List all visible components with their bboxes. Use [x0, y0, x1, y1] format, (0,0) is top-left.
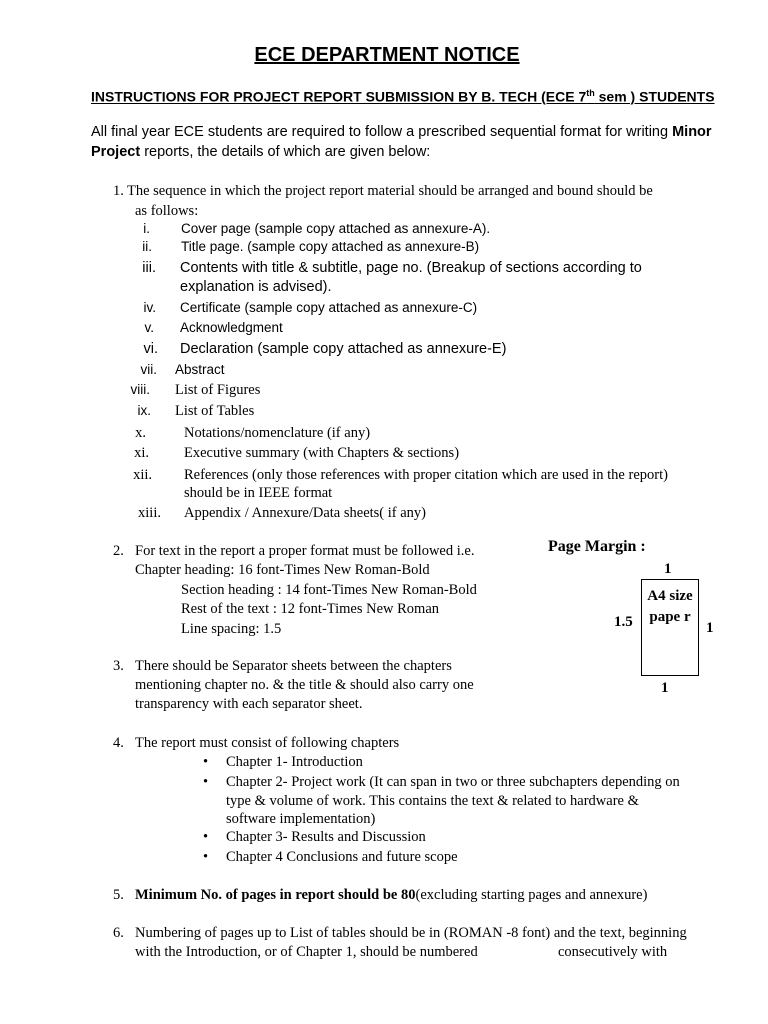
item-6-number: 6.: [113, 925, 124, 941]
sub-item-text: Acknowledgment: [180, 320, 283, 335]
sub-item-number: v.: [144, 320, 154, 335]
item-1-number: 1.: [113, 183, 124, 199]
sub-item-text-continued: explanation is advised).: [180, 279, 332, 295]
heading-main: INSTRUCTIONS FOR PROJECT REPORT SUBMISSION BY B. TECH (ECE 7: [91, 88, 587, 105]
intro-bold-project: Project: [91, 144, 141, 160]
chapter-item: Chapter 2- Project work (It can span in two or three subchapters depending on: [226, 774, 680, 790]
item-5-number: 5.: [113, 887, 124, 903]
item-5-text: [135, 887, 647, 904]
sub-item-number: xiii.: [138, 505, 161, 521]
sub-item-text: Executive summary (with Chapters & sections): [184, 445, 460, 461]
item-3-line-1: There should be Separator sheets between the chapters: [135, 658, 452, 674]
sub-item-number: iv.: [143, 300, 156, 315]
sub-item-text-continued: should be in IEEE format: [184, 485, 333, 501]
sub-item-text: Abstract: [175, 362, 225, 377]
item-2-line-2: Chapter heading: 16 font-Times New Roman-Bold: [135, 562, 430, 578]
item-3-number: 3.: [113, 658, 124, 674]
sub-item-number: vii.: [140, 362, 157, 377]
sub-item-number: viii.: [130, 382, 150, 397]
item-3-line-3: transparency with each separator sheet.: [135, 696, 363, 712]
sub-item-number: x.: [135, 425, 146, 441]
item-2-line-5: Line spacing: 1.5: [181, 621, 282, 637]
bullet-icon: •: [203, 829, 209, 845]
sub-item-text: List of Tables: [175, 403, 255, 419]
item-2-line-4: Rest of the text : 12 font-Times New Roman: [181, 601, 440, 617]
item-5-rest: (excluding starting pages and annexure): [415, 887, 648, 903]
page-title: ECE DEPARTMENT NOTICE: [254, 44, 520, 66]
heading-tail: sem ) STUDENTS: [594, 88, 715, 105]
sub-item-number: xii.: [133, 467, 152, 483]
margin-bottom-value: 1: [661, 680, 669, 696]
margin-top-value: 1: [664, 561, 672, 577]
bullet-icon: •: [203, 849, 209, 865]
sub-item-text: Declaration (sample copy attached as annexure-E): [180, 341, 507, 357]
heading-superscript: th: [586, 88, 595, 98]
margin-right-value: 1: [706, 620, 714, 636]
item-2-line-3: Section heading : 14 font-Times New Roman-Bold: [181, 582, 477, 598]
sub-item-text: References (only those references with proper citation which are used in the report): [184, 467, 668, 483]
a4-page-label: A4 size pape r: [647, 588, 693, 625]
item-2-line-1: For text in the report a proper format must be followed i.e.: [135, 543, 475, 559]
intro-text: All final year ECE students are required to follow a prescribed sequential format for writing: [91, 124, 673, 140]
item-3-line-2: mentioning chapter no. & the title & should also carry one: [135, 677, 474, 693]
chapter-item: Chapter 3- Results and Discussion: [226, 829, 426, 845]
intro-bold-minor: Minor: [672, 124, 712, 140]
sub-item-number: vi.: [143, 341, 158, 357]
item-6-line-2b: consecutively with: [558, 944, 668, 960]
item-1-line-1: The sequence in which the project report material should be arranged and bound should be: [127, 183, 653, 199]
sub-item-number: xi.: [134, 445, 149, 461]
sub-item-number: iii.: [142, 260, 156, 276]
sub-item-text: Certificate (sample copy attached as annexure-C): [180, 300, 478, 315]
sub-item-text: Notations/nomenclature (if any): [184, 425, 371, 441]
sub-item-number: i.: [143, 221, 150, 236]
item-4-number: 4.: [113, 735, 124, 751]
sub-item-text: List of Figures: [175, 382, 261, 398]
margin-left-value: 1.5: [614, 614, 633, 630]
item-6-line-2a: with the Introduction, or of Chapter 1, should be numbered: [135, 944, 478, 960]
item-1-line-2: as follows:: [135, 203, 199, 219]
instructions-heading: [91, 88, 715, 105]
sub-item-text: Cover page (sample copy attached as annexure-A).: [181, 221, 491, 236]
sub-item-text: Contents with title & subtitle, page no. (Breakup of sections according to: [180, 260, 642, 276]
chapter-item: Chapter 1- Introduction: [226, 754, 363, 770]
bullet-icon: •: [203, 754, 209, 770]
sub-item-number: ii.: [142, 239, 152, 254]
item-6-line-1: Numbering of pages up to List of tables should be in (ROMAN -8 font) and the text, beginning: [135, 925, 687, 941]
sub-item-text: Appendix / Annexure/Data sheets( if any): [184, 505, 426, 521]
chapter-item: Chapter 4 Conclusions and future scope: [226, 849, 458, 865]
sub-item-text: Title page. (sample copy attached as annexure-B): [181, 239, 480, 254]
sub-item-number: ix.: [137, 403, 151, 418]
chapter-item-continued: type & volume of work. This contains the text & related to hardware &: [226, 793, 639, 809]
intro-text: reports, the details of which are given below:: [140, 144, 431, 160]
chapter-item-continued: software implementation): [226, 811, 376, 827]
item-4-line-1: The report must consist of following chapters: [135, 735, 400, 751]
item-2-number: 2.: [113, 543, 124, 559]
item-5-bold: Minimum No. of pages in report should be 80: [135, 887, 416, 903]
bullet-icon: •: [203, 774, 209, 790]
page-margin-label: Page Margin :: [548, 538, 646, 555]
intro-line-1: [91, 124, 712, 140]
intro-line-2: [91, 144, 430, 160]
